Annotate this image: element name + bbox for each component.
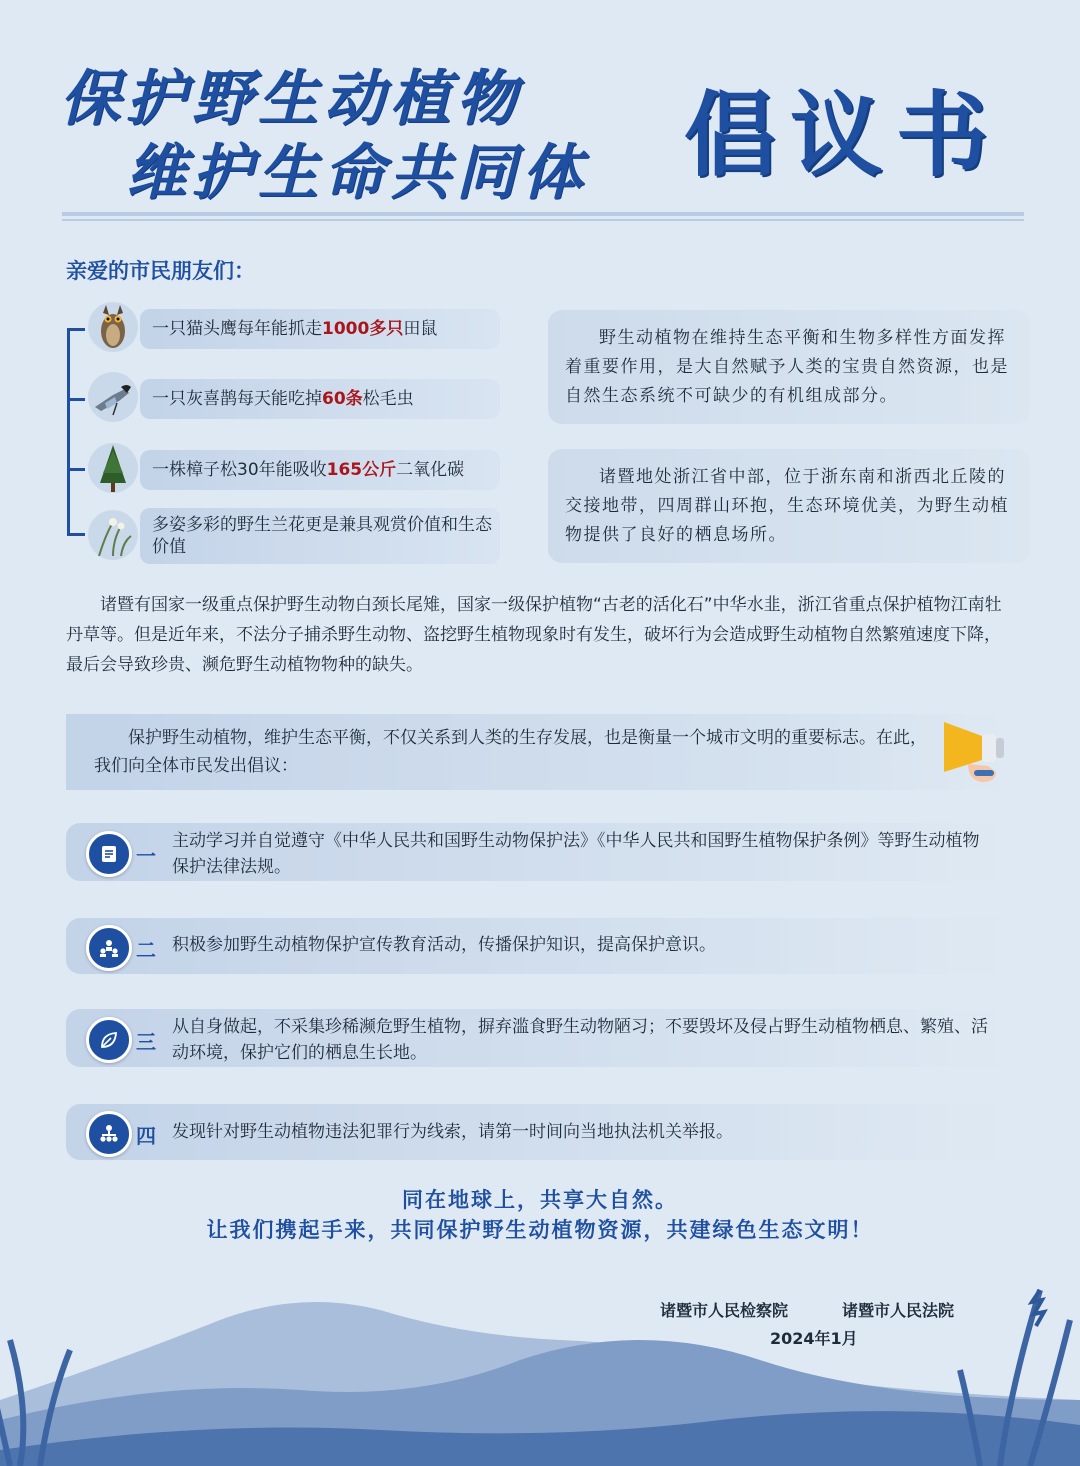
page-title: 倡议书	[684, 82, 1003, 189]
fact-text	[152, 459, 464, 481]
connector-branch	[67, 533, 85, 536]
closing-line-2: 让我们携起手来，共同保护野生动植物资源，共建绿色生态文明！	[206, 1218, 874, 1242]
item-number: 四	[136, 1124, 156, 1148]
fact-text-post: 二氧化碳	[396, 460, 465, 480]
fact-highlight: 60条	[322, 389, 363, 409]
connector-branch	[67, 328, 85, 331]
info-box-text: 野生动植物在维持生态平衡和生物多样性方面发挥着重要作用，是大自然赋予人类的宝贵自然资源，也是自然生态系统不可缺少的有机组成部分。	[565, 328, 1009, 406]
item-number: 三	[136, 1030, 156, 1054]
item-text: 积极参加野生动植物保护宣传教育活动，传播保护知识，提高保护意识。	[172, 935, 716, 955]
fact-highlight: 1000多只	[322, 319, 404, 339]
hierarchy-icon	[86, 1111, 132, 1157]
connector-branch	[67, 398, 85, 401]
item-text: 主动学习并自觉遵守《中华人民共和国野生动物保护法》《中华人民共和国野生植物保护条例》等野生动植物保护法律法规。	[172, 831, 980, 877]
leaf-icon	[86, 1017, 132, 1063]
fact-text-post: 田鼠	[403, 319, 438, 339]
fact-text	[152, 388, 414, 410]
signature-org-1: 诸暨市人民检察院	[660, 1301, 789, 1320]
fact-text-post: 松毛虫	[362, 389, 414, 409]
closing-line-1: 同在地球上，共享大自然。	[402, 1188, 678, 1212]
fact-text	[152, 318, 437, 340]
fact-text-pre: 一只猫头鹰每年能抓走	[152, 319, 322, 339]
body-paragraph: 诸暨有国家一级重点保护野生动物白颈长尾雉，国家一级保护植物“古老的活化石”中华水韭，浙江省重点保护植物江南牡丹草等。但是近年来，不法分子捕杀野生动物、盗挖野生植物现象时有发生，破坏行为会造成野生动植物自然繁殖速度下降，最后会导致珍贵、濒危野生动植物物种的缺失。	[66, 595, 1002, 675]
item-number: 一	[136, 844, 156, 868]
fact-list-connector	[67, 328, 70, 536]
fact-text: 多姿多彩的野生兰花更是兼具观赏价值和生态价值	[152, 515, 492, 557]
info-box-ecology	[548, 310, 1030, 424]
signature-org-2: 诸暨市人民法院	[842, 1301, 955, 1320]
signature-date: 2024年1月	[770, 1329, 858, 1348]
owl-icon	[88, 302, 138, 352]
title-line-1: 保护野生动植物	[60, 64, 522, 134]
advocacy-text: 保护野生动植物，维护生态平衡，不仅关系到人类的生存发展，也是衡量一个城市文明的重要标志。在此，我们向全体市民发出倡议：	[94, 728, 927, 776]
item-number: 二	[136, 938, 156, 962]
magpie-icon	[88, 372, 138, 422]
connector-branch	[67, 468, 85, 471]
megaphone-icon	[938, 708, 1012, 790]
document-icon	[86, 831, 132, 877]
landscape-illustration	[0, 1250, 1080, 1466]
greeting: 亲爱的市民朋友们：	[66, 259, 255, 283]
info-box-zhuji	[548, 449, 1030, 563]
fact-highlight: 165公斤	[326, 460, 397, 480]
fact-text-pre: 一只灰喜鹊每天能吃掉	[152, 389, 322, 409]
item-text: 发现针对野生动植物违法犯罪行为线索，请第一时间向当地执法机关举报。	[172, 1122, 733, 1142]
title-divider-thin	[62, 219, 1024, 221]
item-text: 从自身做起，不采集珍稀濒危野生植物，摒弃滥食野生动物陋习；不要毁坏及侵占野生动植物栖息、繁殖、活动环境，保护它们的栖息生长地。	[172, 1017, 988, 1063]
title-divider	[62, 212, 1024, 216]
info-box-text: 诸暨地处浙江省中部，位于浙东南和浙西北丘陵的交接地带，四周群山环抱，生态环境优美，为野生动植物提供了良好的栖息场所。	[565, 467, 1009, 545]
fact-text-pre: 一株樟子松30年能吸收	[152, 460, 327, 480]
people-icon	[86, 925, 132, 971]
pine-tree-icon	[88, 443, 138, 493]
title-line-2: 维护生命共同体	[126, 138, 588, 208]
orchid-icon	[88, 510, 138, 560]
